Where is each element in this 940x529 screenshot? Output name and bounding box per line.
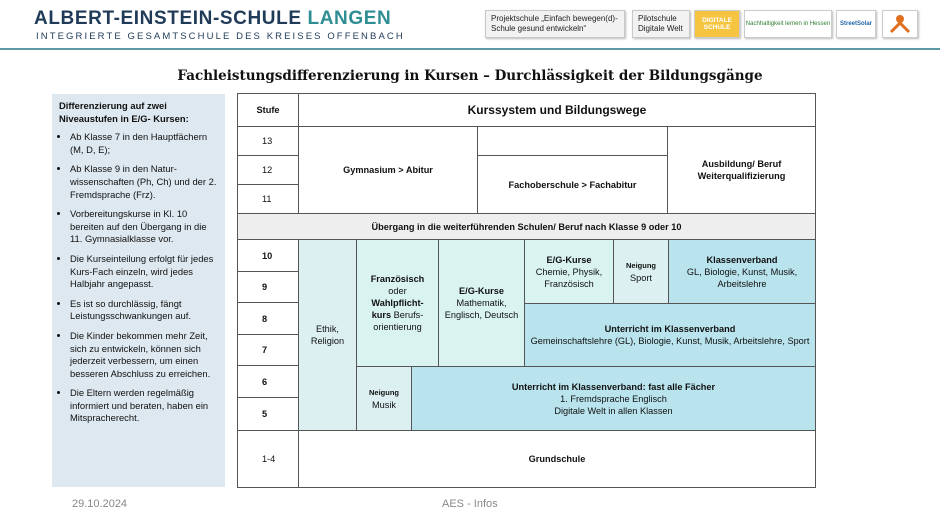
footer-date: 29.10.2024	[72, 498, 128, 510]
fachoberschule-cell: Fachoberschule > Fachabitur	[477, 155, 668, 214]
franz-line1: Französisch	[370, 274, 425, 284]
stufe-10: 10	[237, 239, 299, 272]
for-future-logo	[882, 10, 918, 38]
franz-line5: Berufs-orientierung	[373, 310, 424, 332]
neigung-musik-title: Neigung	[369, 387, 399, 397]
franz-line4: kurs	[371, 310, 392, 320]
header-stufe: Stufe	[237, 93, 299, 127]
neigung-sport-cell	[613, 239, 669, 304]
klassenverband-body: GL, Biologie, Kunst, Musik, Arbeitslehre	[686, 266, 798, 289]
info-item: • Die Eltern werden regelmäßig informiert und beraten, haben ein Mitspracherecht.	[70, 387, 219, 425]
slide-title: Fachleistungsdifferenzierung in Kursen – Durchlässigkeit der Bildungsgänge	[177, 68, 763, 84]
uebergang-row: Übergang in die weiterführenden Schulen/ Beruf nach Klasse 9 oder 10	[237, 213, 816, 240]
info-item: • Ab Klasse 7 in den Hauptfächern (M, D, E);	[70, 131, 219, 156]
eg-math-body: Mathematik, Englisch, Deutsch	[444, 298, 519, 320]
klassenverband-cell	[668, 239, 816, 304]
stufe-11: 11	[237, 184, 299, 214]
bildungswege-table	[237, 93, 816, 488]
unterricht-kv-body: Gemeinschaftslehre (GL), Biologie, Kunst, Musik, Arbeitslehre, Sport	[530, 336, 810, 346]
for-future-icon	[885, 12, 915, 36]
stufe-12: 12	[237, 155, 299, 185]
neigung-musik-body: Musik	[372, 399, 396, 410]
eg-math-title: E/G-Kurse	[459, 286, 504, 296]
unterricht-fast-line3: Digitale Welt in allen Klassen	[554, 405, 673, 416]
school-subtitle: INTEGRIERTE GESAMTSCHULE DES KREISES OFFENBACH	[36, 31, 405, 42]
franz-line2: oder	[388, 286, 407, 296]
digitale-schule-logo: DIGITALE SCHULE	[694, 10, 740, 38]
school-name-accent: LANGEN	[307, 8, 392, 29]
info-item: • Die Kinder bekommen mehr Zeit, sich zu entwickeln, können sich jederzeit verbessern, um einen besseren Abschluss zu erreichen.	[70, 330, 219, 380]
stufe-9: 9	[237, 271, 299, 303]
info-heading: Differenzierung auf zwei Niveaustufen in E/G- Kursen:	[59, 100, 189, 124]
header-divider	[0, 48, 940, 50]
unterricht-fast-line2: 1. Fremdsprache Englisch	[560, 393, 667, 404]
streetsolar-logo: StreetSolar	[836, 10, 876, 38]
unterricht-fast-alle-cell	[411, 366, 816, 431]
info-item: • Vorbereitungskurse in Kl. 10 bereiten auf den Übergang in die 11. Gymnasialklasse vor.	[70, 208, 219, 246]
neigung-sport-body: Sport	[630, 272, 652, 283]
info-box	[52, 94, 225, 487]
ausbildung-cell: Ausbildung/ Beruf Weiterqualifizierung	[667, 126, 816, 214]
eg-kurse-nat-cell	[524, 239, 614, 304]
stufe-7: 7	[237, 334, 299, 366]
badge-pilotschule: Pilotschule Digitale Welt	[632, 10, 690, 38]
unterricht-klassenverband-cell	[524, 303, 816, 367]
grundschule-cell: Grundschule	[298, 430, 816, 488]
header-kurssystem: Kurssystem und Bildungswege	[298, 93, 816, 127]
ethik-religion-cell: Ethik, Religion	[298, 239, 357, 431]
neigung-musik-cell	[356, 366, 412, 431]
stufe-8: 8	[237, 302, 299, 335]
gymnasium-cell: Gymnasium > Abitur	[298, 126, 478, 214]
stufe-1-4: 1-4	[237, 430, 299, 488]
franz-line3: Wahlpflicht-	[371, 298, 424, 308]
school-name	[34, 8, 391, 30]
stufe-6: 6	[237, 365, 299, 398]
unterricht-fast-title: Unterricht im Klassenverband: fast alle Fächer	[511, 381, 716, 392]
franzoesisch-wahlpflicht-cell	[356, 239, 439, 367]
info-item: • Ab Klasse 9 in den Natur-wissenschaften (Ph, Ch) und der 2. Fremdsprache (Frz).	[70, 163, 219, 201]
info-item: • Die Kurseinteilung erfolgt für jedes Kurs-Fach einzeln, wird jedes Halbjahr angepasst.	[70, 253, 219, 291]
stufe-13: 13	[237, 126, 299, 156]
stufe-5: 5	[237, 397, 299, 431]
school-name-main: ALBERT-EINSTEIN-SCHULE	[34, 8, 302, 29]
empty-cell-13	[477, 126, 668, 156]
eg-nat-title: E/G-Kurse	[546, 254, 592, 265]
info-item: • Es ist so durchlässig, fängt Leistungsschwankungen auf.	[70, 298, 219, 323]
eg-kurse-math-cell	[438, 239, 525, 367]
neigung-sport-title: Neigung	[626, 260, 656, 270]
klassenverband-title: Klassenverband	[706, 254, 778, 265]
unterricht-kv-title: Unterricht im Klassenverband	[604, 324, 736, 334]
badge-projektschule: Projektschule „Einfach bewegen(d)- Schule gesund entwickeln“	[485, 10, 625, 38]
nachhaltigkeit-logo: Nachhaltigkeit lernen in Hessen	[744, 10, 832, 38]
info-list	[59, 131, 219, 425]
eg-nat-body: Chemie, Physik, Französisch	[535, 266, 603, 289]
footer-label: AES - Infos	[442, 498, 498, 510]
